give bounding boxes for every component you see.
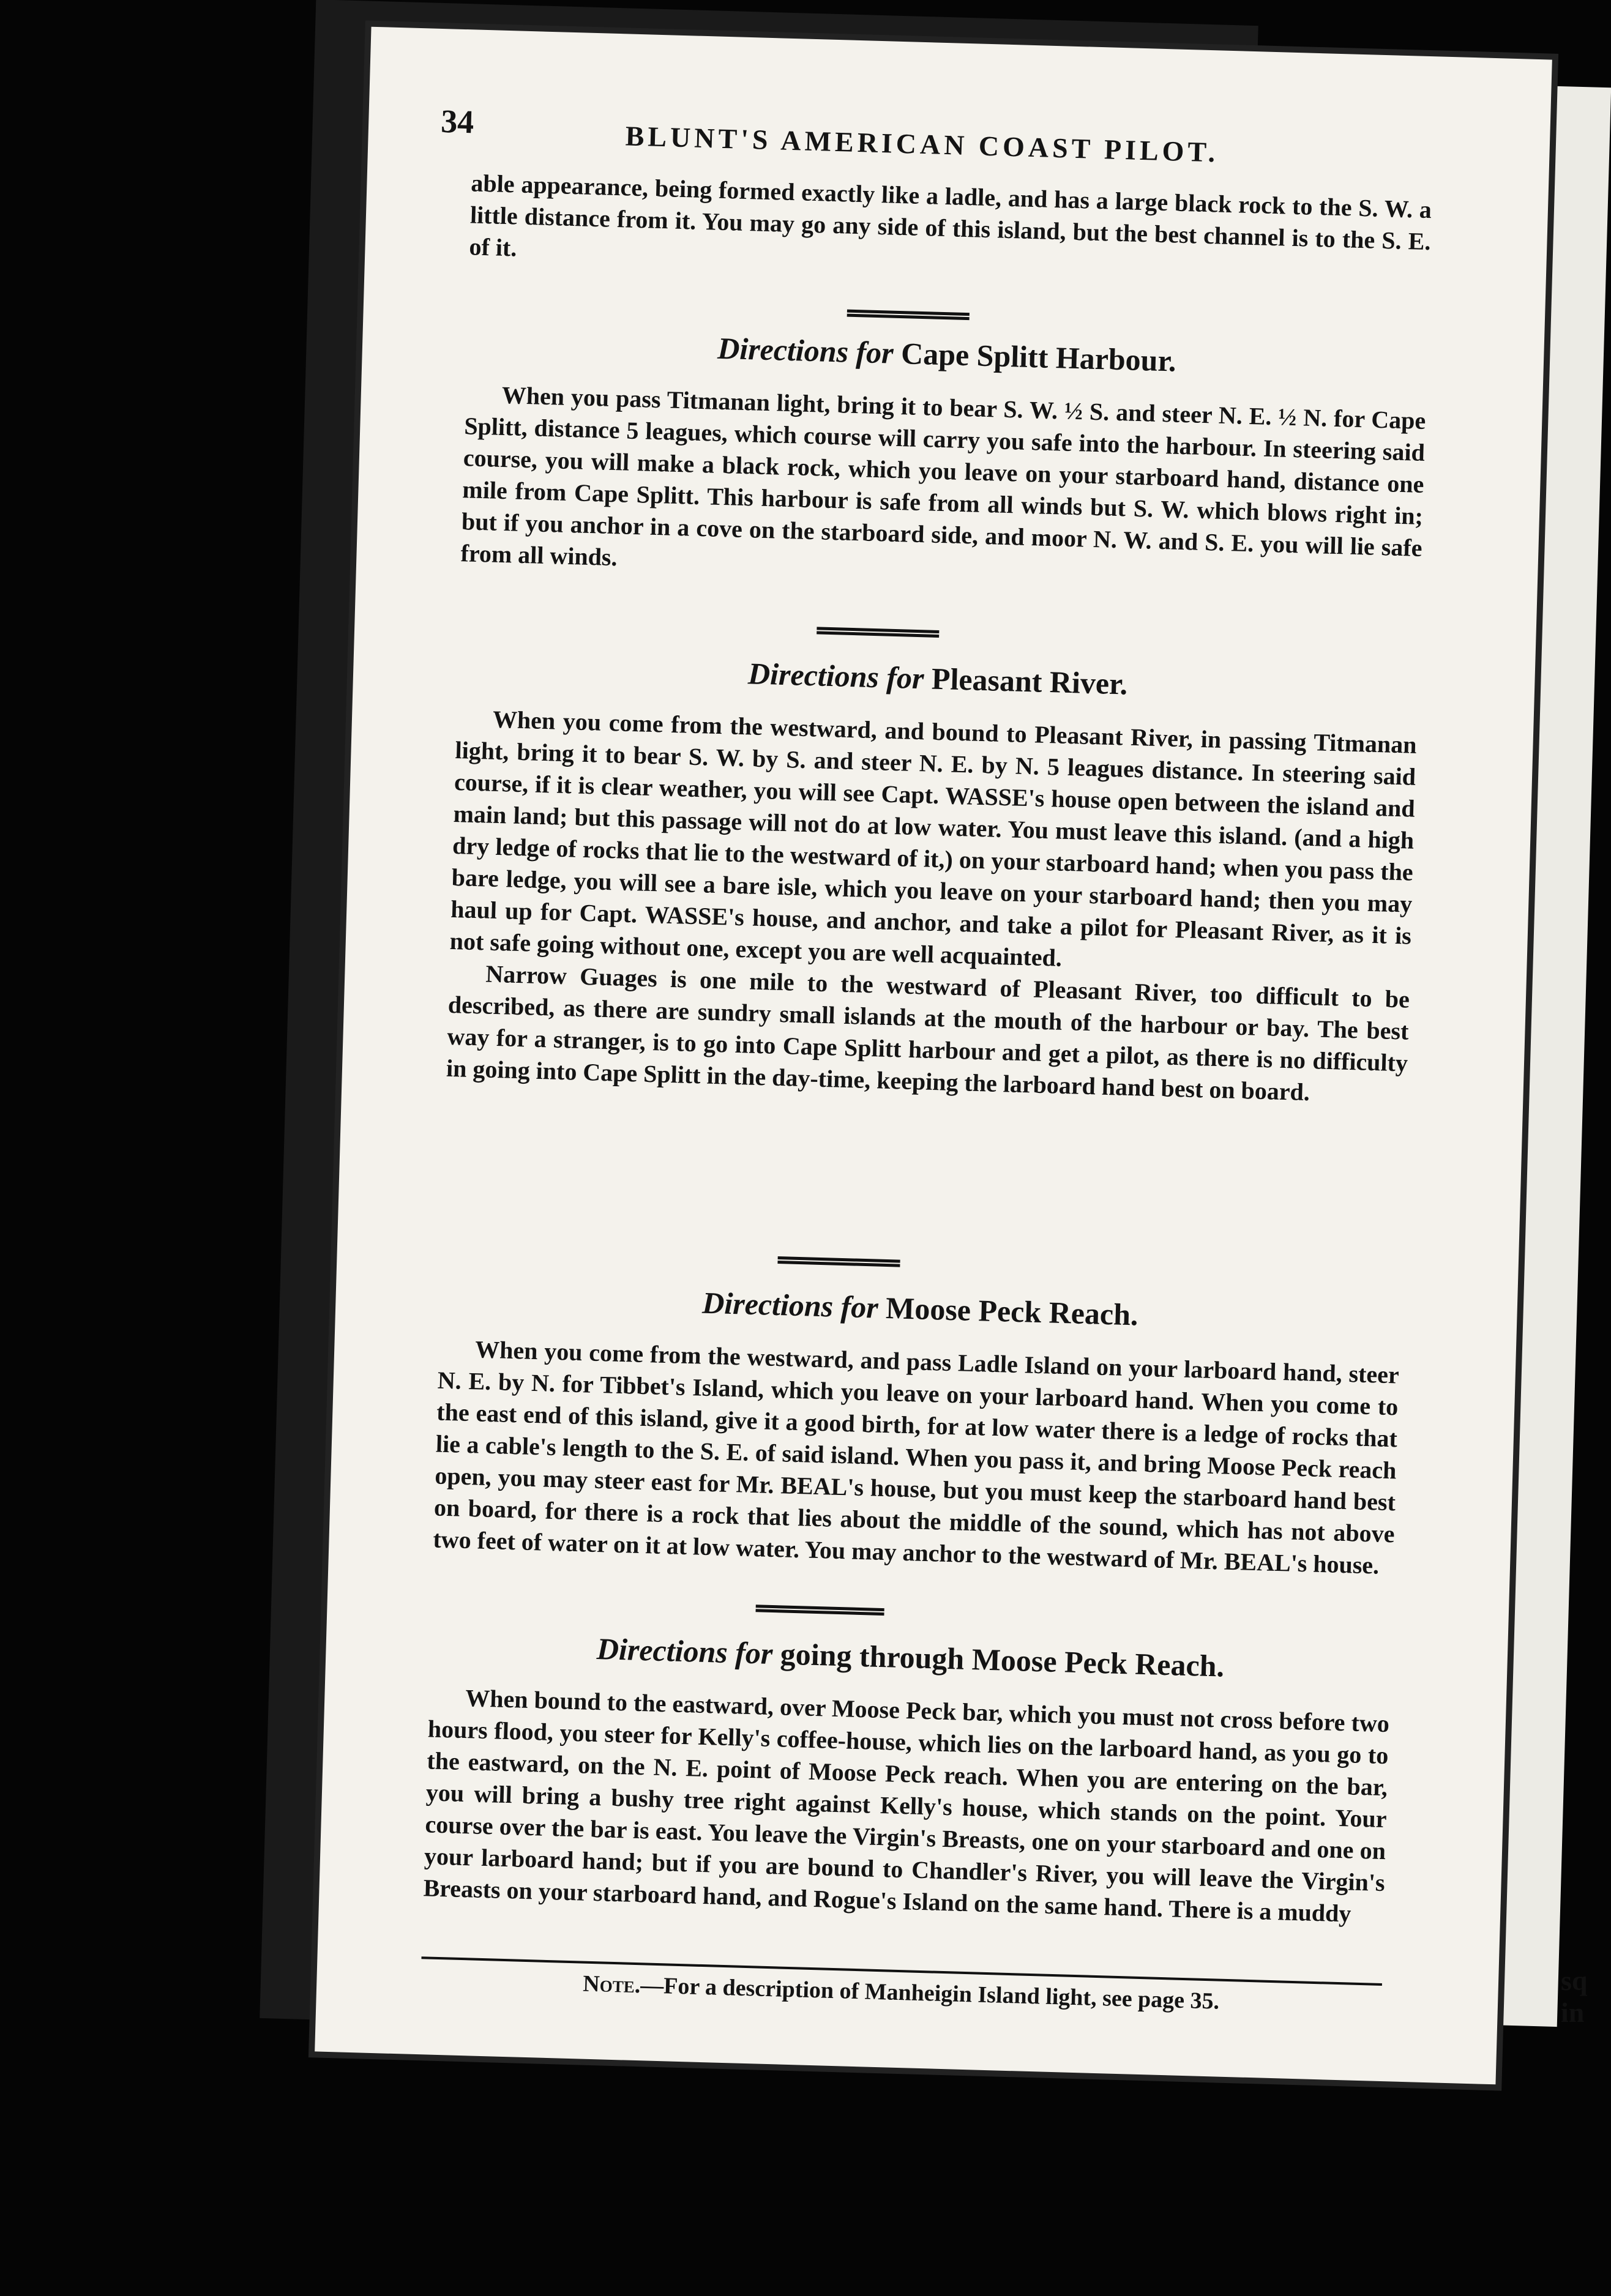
section-divider bbox=[777, 1256, 900, 1267]
section-body-pleasant-river bbox=[446, 703, 1417, 1111]
page-number: 34 bbox=[440, 102, 475, 141]
heading-roman: Pleasant River. bbox=[931, 661, 1129, 701]
section-heading-pleasant-river bbox=[457, 647, 1419, 710]
heading-roman: Cape Splitt Harbour. bbox=[900, 336, 1177, 378]
paragraph: When you come from the westward, and pass Ladle Island on your larboard hand, steer N. E. by N. for Tibbet's Island, which you leave on your larboard hand. When you come to the east end of this island, give it a good birth, for at low water there is a ledge of rocks that lie a cable's length to the S. E. of said island. When you pass it, and bring Moose Peck reach open, you may steer east for Mr. BEAL's house, but you must keep the starboard hand best on board, for there is a rock that lies about the middle of the sound, which has not above two feet of water on it at low water. You may anchor to the westward of Mr. BEAL's house. bbox=[432, 1335, 1400, 1579]
footnote bbox=[421, 1966, 1382, 2019]
paragraph: When bound to the eastward, over Moose Peck bar, which you must not cross before two hours flood, you steer for Kelly's coffee-house, which lies on the larboard hand, as you go to the eastward, on the N. E. point of Moose Peck reach. When you are entering on the bar, you will bring a bushy tree right against Kelly's house, which stands on the point. Your course over the bar is east. You leave the Virgin's Breasts, one on your starboard and one on your larboard hand; but if you are bound to Chandler's River, you will leave the Virgin's Breasts on your starboard hand, and Rogue's Island on the same hand. There is a muddy bbox=[423, 1684, 1390, 1928]
note-label: Note. bbox=[582, 1970, 641, 1999]
paragraph: When you come from the westward, and bound to Pleasant River, in passing Titmanan light, bring it to bear S. W. by S. and steer N. E. by N. 5 leagues distance. In steering said course, if it is clear weather, you will see Capt. WASSE's house open between the island and main land; but this passage will not do at low water. You must leave this island. (and a high dry ledge of rocks that lie to the westward of it,) on your starboard hand; when you pass the bare ledge, you will see a bare isle, which you leave on your starboard hand; then you may haul up for Capt. WASSE's house, and anchor, and take a pilot for Pleasant River, as it is not safe going without one, except you are well acquainted. bbox=[449, 705, 1418, 972]
facing-page-fragment: sq bbox=[1561, 1965, 1588, 1996]
section-heading-moose-peck-reach bbox=[439, 1278, 1401, 1340]
heading-italic: Directions for bbox=[596, 1631, 774, 1671]
intro-paragraph bbox=[469, 167, 1432, 289]
running-head: BLUNT'S AMERICAN COAST PILOT. bbox=[625, 120, 1219, 168]
note-text: —For a description of Manheigin Island light, see page 35. bbox=[640, 1972, 1220, 2015]
paragraph: When you pass Titmanan light, bring it to bear S. W. ½ S. and steer N. E. ½ N. for Cape Splitt, distance 5 leagues, which course will carry you safe into the harbour. In steering said course, you will make a black rock, which you leave on your starboard hand, distance one mile from Cape Splitt. This harbour is safe from all winds but S. W. which blows right in; but if you anchor in a cove on the starboard side, and moor N. W. and S. E. you will lie safe from all winds. bbox=[460, 381, 1426, 572]
heading-italic: Directions for bbox=[701, 1285, 879, 1325]
section-body-going-through bbox=[423, 1681, 1390, 1931]
section-body-cape-splitt bbox=[460, 378, 1426, 596]
paragraph: Narrow Guages is one mile to the westward of Pleasant River, too difficult to be described, as there are sundry small islands at the mouth of the harbour or bay. The best way for a stranger, is to go into Cape Splitt harbour and get a pilot, as there is no difficulty in going into Cape Splitt in the day-time, keeping the larboard hand best on board. bbox=[446, 960, 1410, 1106]
section-divider bbox=[755, 1605, 884, 1616]
heading-italic: Directions for bbox=[717, 330, 894, 370]
heading-italic: Directions for bbox=[747, 656, 925, 696]
section-heading-cape-splitt bbox=[466, 323, 1427, 386]
book-page bbox=[315, 27, 1552, 2085]
section-body-moose-peck-reach bbox=[433, 1333, 1400, 1582]
section-divider bbox=[817, 627, 939, 638]
facing-page-fragment: in bbox=[1561, 1997, 1585, 2028]
heading-roman: Moose Peck Reach. bbox=[885, 1291, 1139, 1332]
section-heading-going-through-moose-peck-reach bbox=[430, 1626, 1391, 1688]
section-divider bbox=[847, 310, 970, 321]
intro-text: able appearance, being formed exactly like a ladle, and has a large black rock to the S. W. a little distance from it. You may go any side of this island, but the best channel is to the S. E. of it. bbox=[468, 169, 1432, 262]
heading-roman: going through Moose Peck Reach. bbox=[780, 1636, 1225, 1683]
